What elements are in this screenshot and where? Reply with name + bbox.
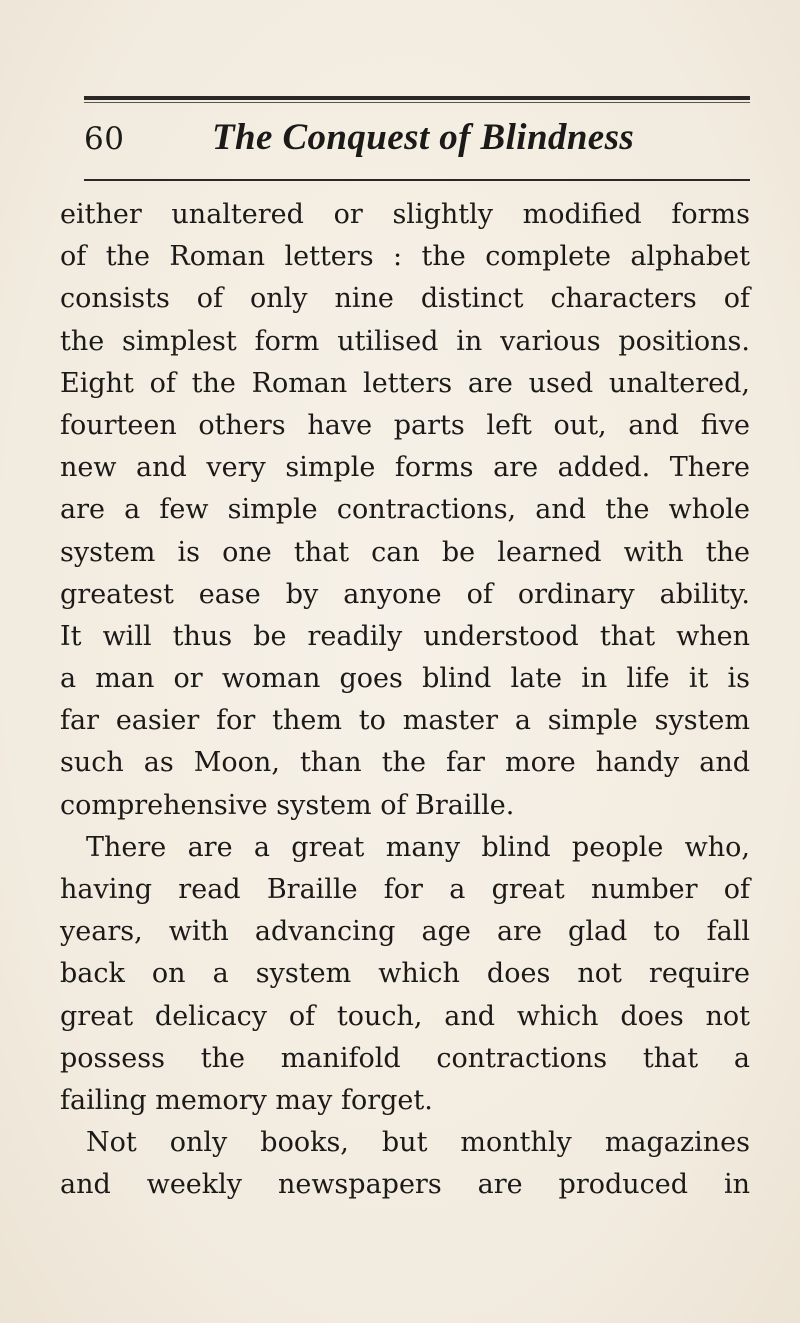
text-line: a man or woman goes blind late in life it is	[60, 663, 750, 695]
body-text	[60, 194, 750, 1207]
running-header	[84, 116, 750, 166]
text-line: fourteen others have parts left out, and five	[60, 409, 750, 441]
text-line: It will thus be readily understood that when	[60, 620, 750, 652]
text-line: and weekly newspapers are produced in	[60, 1169, 750, 1201]
running-title: The Conquest of Blindness	[212, 117, 635, 158]
header-bottom-rule	[84, 179, 750, 181]
text-line: system is one that can be learned with the	[60, 536, 750, 568]
text-line: possess the manifold contractions that a	[60, 1042, 750, 1074]
text-line: far easier for them to master a simple system	[60, 705, 750, 737]
text-line: of the Roman letters : the complete alphabet	[60, 241, 750, 273]
text-line: new and very simple forms are added. There	[60, 452, 750, 484]
text-line: years, with advancing age are glad to fall	[60, 916, 750, 948]
text-line: great delicacy of touch, and which does not	[60, 1000, 750, 1032]
text-line: greatest ease by anyone of ordinary ability.	[60, 578, 750, 610]
text-line: back on a system which does not require	[60, 958, 750, 990]
text-line: Eight of the Roman letters are used unaltered,	[60, 367, 750, 399]
page-number: 60	[84, 121, 125, 157]
text-line: There are a great many blind people who,	[86, 831, 750, 863]
text-line: comprehensive system of Braille.	[60, 789, 515, 821]
text-line: such as Moon, than the far more handy and	[60, 747, 750, 779]
text-line: either unaltered or slightly modified forms	[60, 199, 750, 230]
text-line: having read Braille for a great number of	[60, 874, 750, 905]
text-line: the simplest form utilised in various positions.	[60, 325, 750, 357]
header-top-thin-rule	[84, 102, 750, 103]
text-line: consists of only nine distinct characters of	[60, 283, 750, 315]
text-line: are a few simple contractions, and the whole	[60, 494, 750, 526]
text-line: failing memory may forget.	[60, 1084, 433, 1116]
text-line: Not only books, but monthly magazines	[86, 1127, 750, 1159]
header-top-rule	[84, 96, 750, 100]
